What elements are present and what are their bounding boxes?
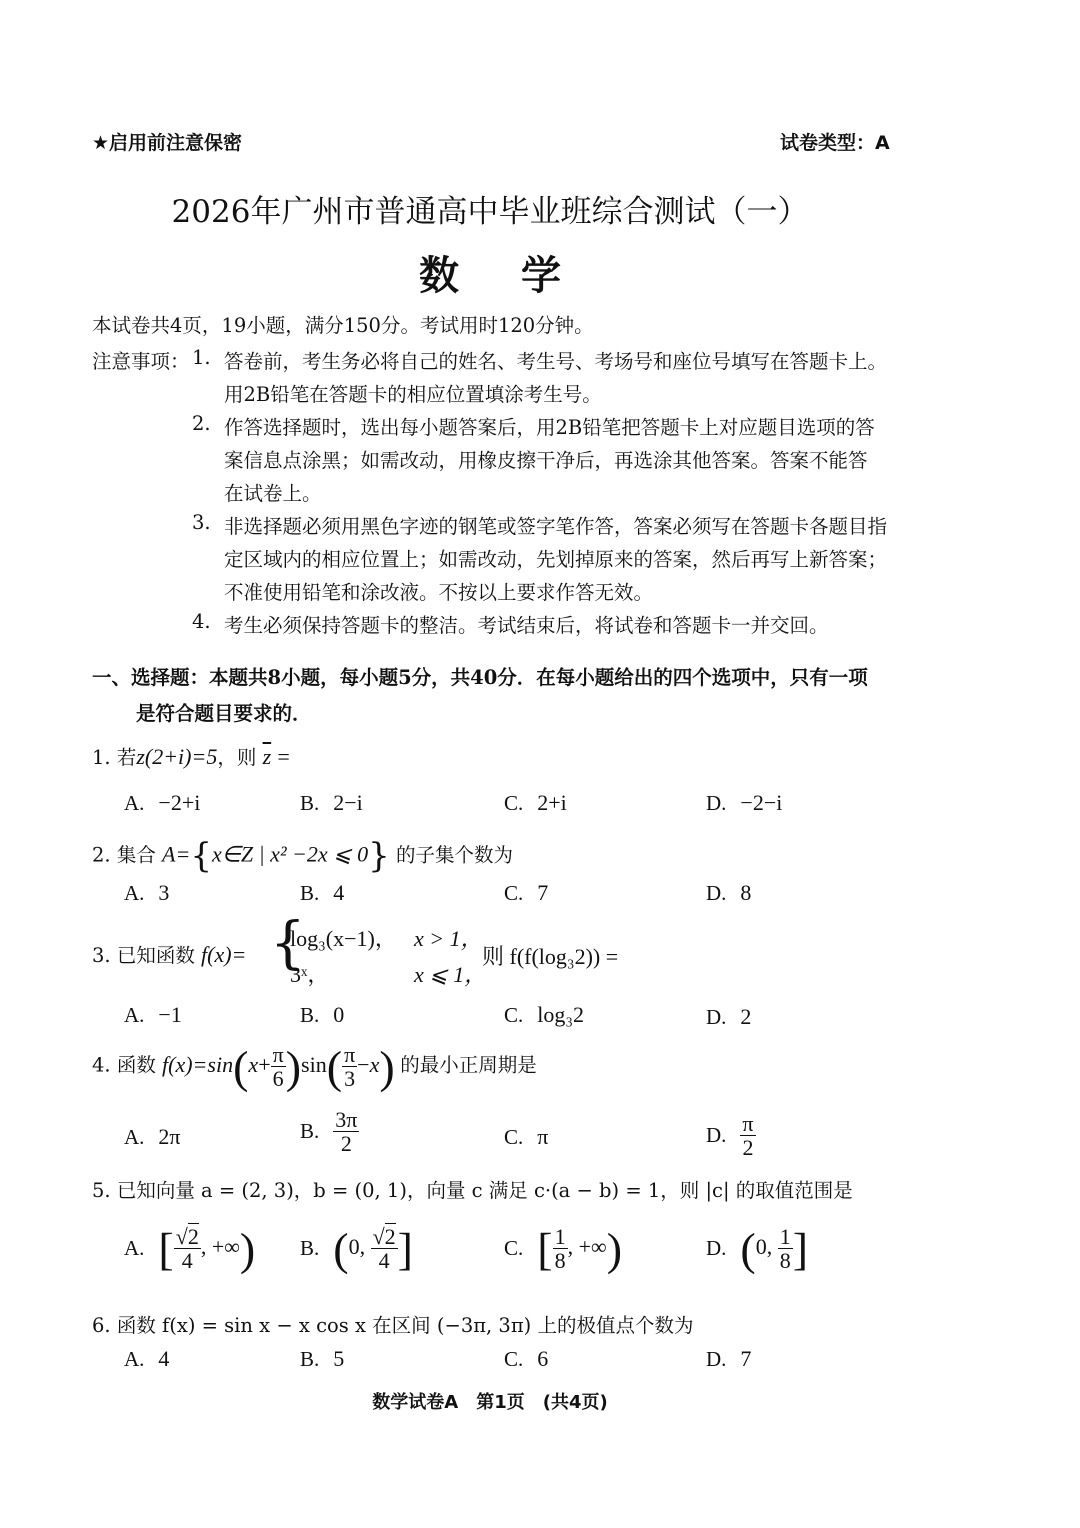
- question-math: =: [277, 744, 290, 769]
- question-stem-text: ，则: [217, 746, 257, 769]
- option-a[interactable]: A. 2π: [124, 1124, 181, 1149]
- question-math: A=: [162, 841, 191, 867]
- note-line: 案信息点涂黑；如需改动，用橡皮擦干净后，再选涂其他答案。答案不能答: [224, 449, 868, 472]
- z-conjugate: $\overline{z}$: [262, 744, 272, 769]
- section-heading-cont: 是符合题目要求的．: [136, 702, 312, 725]
- piecewise-case: log₃(x−1)，: [290, 926, 397, 951]
- fraction-pi-over-2: $\frac{\pi}{2}$: [742, 1111, 754, 1161]
- option-c[interactable]: C. 6: [504, 1346, 549, 1371]
- piecewise-condition: x ⩽ 1，: [414, 962, 487, 987]
- option-a[interactable]: A. −1: [124, 1002, 182, 1027]
- question-stem: 函数 f(x) = sin x − x cos x 在区间 (−3π, 3π) 上的极值点个数为: [116, 1314, 694, 1337]
- question-math: f(x)=: [201, 942, 247, 967]
- question-stem-text: 集合: [116, 843, 156, 867]
- question-number: 1.: [92, 746, 111, 769]
- question-4: [92, 1040, 537, 1093]
- question-stem: 已知向量 a = (2, 3)，b = (0, 1)，向量 c 满足 c·(a − b) = 1，则 |c| 的取值范围是: [116, 1179, 853, 1202]
- option-c[interactable]: C. log₃2: [504, 1002, 585, 1027]
- page-footer: 数学试卷A 第1页 (共4页): [372, 1392, 608, 1413]
- question-1: [92, 742, 290, 770]
- question-number: 5.: [92, 1179, 111, 1202]
- set-brace-close: }: [368, 836, 390, 876]
- option-b[interactable]: B. 5: [300, 1346, 345, 1371]
- confidential-mark: ★启用前注意保密: [92, 132, 243, 154]
- exam-title: 2026年广州市普通高中毕业班综合测试（一）: [171, 194, 809, 230]
- option-c[interactable]: C. π: [504, 1124, 549, 1149]
- option-a[interactable]: A. 4: [124, 1346, 170, 1371]
- note-line: 考生必须保持答题卡的整洁。考试结束后，将试卷和答题卡一并交回。: [224, 614, 829, 637]
- option-b[interactable]: B. 4: [300, 880, 345, 905]
- question-number: 3.: [92, 944, 111, 967]
- note-line: 定区域内的相应位置上；如需改动，先划掉原来的答案，然后再写上新答案；: [224, 548, 888, 571]
- note-line: 非选择题必须用黑色字迹的钢笔或签字笔作答，答案必须写在答题卡各题目指: [224, 515, 888, 538]
- option-a[interactable]: A. −2+i: [124, 790, 201, 815]
- note-line: 用2B铅笔在答题卡的相应位置填涂考生号。: [224, 383, 602, 406]
- option-b[interactable]: B. 0: [300, 1002, 345, 1027]
- note-line: 在试卷上。: [224, 482, 322, 505]
- option-d[interactable]: D. 7: [706, 1346, 752, 1371]
- piecewise-case: 3ˣ，: [290, 962, 330, 987]
- question-6: [92, 1310, 693, 1338]
- note-num: 1.: [192, 346, 211, 369]
- option-d[interactable]: D. 2: [706, 1004, 752, 1029]
- question-math: f(x)=sin(x+ $\frac{\pi}{6}$ )sin( $\frac{\pi}{3}$ −x): [162, 1041, 395, 1092]
- note-line: 不准使用铅笔和涂改液。不按以上要求作答无效。: [224, 581, 654, 604]
- subject-title: 数学: [419, 252, 623, 299]
- question-math: z(2+i)=5: [136, 744, 218, 769]
- exam-summary: 本试卷共4页，19小题，满分150分。考试用时120分钟。: [92, 314, 594, 337]
- option-d[interactable]: D. (0, $\frac{1}{8}$ ]: [706, 1223, 809, 1274]
- question-stem-text: 已知函数: [116, 944, 195, 967]
- option-d[interactable]: D. $\frac{\pi}{2}$: [706, 1111, 754, 1161]
- note-num: 4.: [192, 610, 211, 633]
- option-b[interactable]: B. $\frac{3\pi}{2}$: [300, 1107, 358, 1157]
- option-c[interactable]: C. [ $\frac{1}{8}$ , +∞): [504, 1223, 623, 1274]
- notes-label: 注意事项：: [92, 350, 190, 373]
- section-heading: 一、选择题：本题共8小题，每小题5分，共40分．在每小题给出的四个选项中，只有一项: [92, 666, 868, 689]
- set-builder: x∈Z | x² −2x ⩽ 0: [211, 841, 369, 867]
- question-stem-text: 的最小正周期是: [400, 1053, 537, 1077]
- note-num: 3.: [192, 511, 211, 534]
- set-brace-open: {: [190, 836, 212, 876]
- question-3-stem: [92, 940, 246, 968]
- question-math: 则 f(f(log₃2)) =: [482, 944, 619, 969]
- piecewise-brace: {: [270, 911, 306, 976]
- paper-type: 试卷类型：A: [780, 132, 890, 154]
- question-number: 2.: [92, 843, 111, 867]
- option-c[interactable]: C. 7: [504, 880, 549, 905]
- note-num: 2.: [192, 412, 211, 435]
- option-d[interactable]: D. −2−i: [706, 790, 783, 815]
- question-stem-text: 函数: [116, 1053, 156, 1077]
- question-stem-text: 若: [116, 746, 137, 769]
- question-5: [92, 1175, 853, 1203]
- option-c[interactable]: C. 2+i: [504, 790, 567, 815]
- option-a[interactable]: A. 3: [124, 880, 170, 905]
- fraction-3pi-over-2: $\frac{3\pi}{2}$: [335, 1107, 358, 1157]
- option-b[interactable]: B. (0, $\frac{√2}{4}$ ]: [300, 1223, 413, 1274]
- note-line: 答卷前，考生务必将自己的姓名、考生号、考场号和座位号填写在答题卡上。: [224, 350, 888, 373]
- note-line: 作答选择题时，选出每小题答案后，用2B铅笔把答题卡上对应题目选项的答: [224, 416, 875, 439]
- option-b[interactable]: B. 2−i: [300, 790, 363, 815]
- question-stem-text: 的子集个数为: [395, 843, 513, 867]
- question-number: 6.: [92, 1314, 111, 1337]
- option-d[interactable]: D. 8: [706, 880, 752, 905]
- option-a[interactable]: A. [ $\frac{√2}{4}$ , +∞): [124, 1223, 256, 1274]
- question-number: 4.: [92, 1053, 111, 1077]
- piecewise-condition: x > 1，: [414, 926, 483, 951]
- question-2: [92, 836, 513, 876]
